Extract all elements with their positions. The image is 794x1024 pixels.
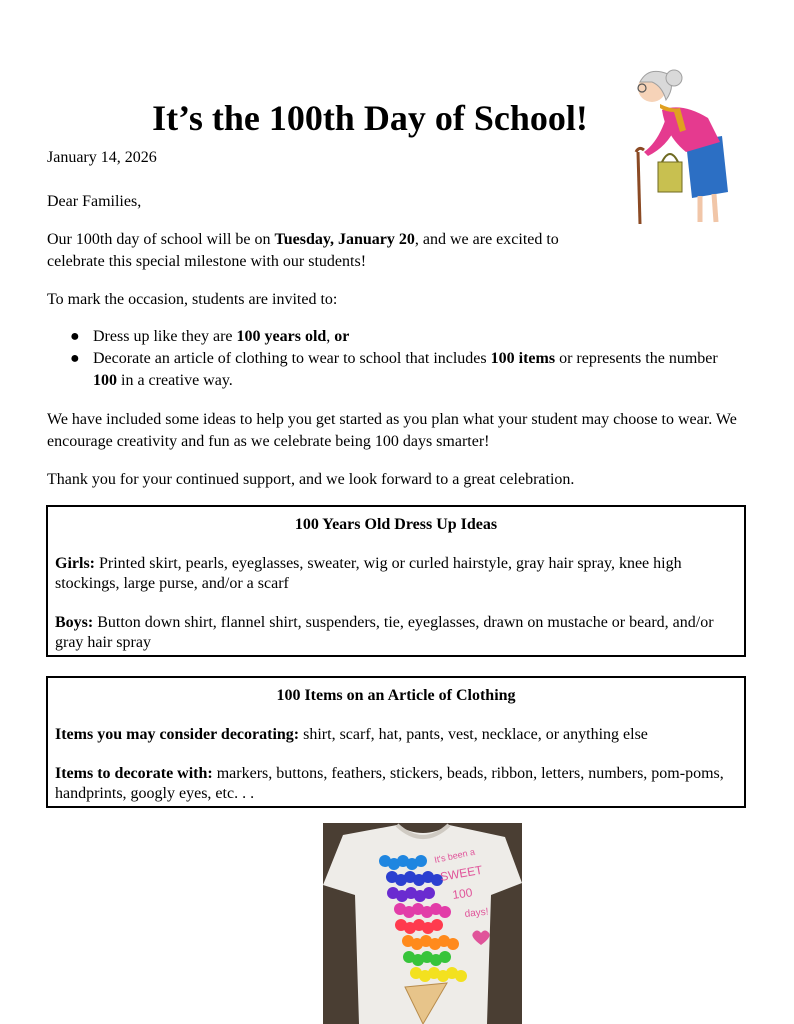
options-list	[47, 326, 727, 392]
shirt-photo	[323, 823, 522, 1024]
list-item: ● Decorate an article of clothing to wear to school that includes 100 items or represents the number 100 in a creative way.	[70, 350, 718, 389]
grandma-illustration	[622, 66, 734, 226]
dress-up-ideas-box	[46, 505, 746, 657]
box-title: 100 Items on an Article of Clothing	[276, 687, 516, 704]
letter-date: January 14, 2026	[47, 149, 157, 166]
clothing-items-box	[46, 676, 746, 808]
pompom	[439, 951, 451, 963]
intro-paragraph: Our 100th day of school will be on Tuesday, January 20, and we are excited to celebrate this special milestone with our students!	[47, 231, 559, 270]
greeting: Dear Families,	[47, 193, 142, 210]
girls-ideas: Girls: Printed skirt, pearls, eyeglasses, sweater, wig or curled hairstyle, gray hair spray, knee high stockings, large purse, and/or a scarf	[55, 555, 682, 592]
cane-handle	[636, 148, 644, 152]
shirt-text: SWEET	[439, 862, 484, 884]
items-to-consider: Items you may consider decorating: shirt, scarf, hat, pants, vest, necklace, or anything else	[55, 726, 648, 743]
shirt-text: It's been a	[433, 846, 476, 865]
invite-paragraph: To mark the occasion, students are invited to:	[47, 291, 338, 308]
purse-strap	[662, 154, 678, 162]
pompom	[415, 855, 427, 867]
event-date: Tuesday, January 20	[274, 231, 415, 248]
pompom	[431, 919, 443, 931]
boys-ideas: Boys: Button down shirt, flannel shirt, suspenders, tie, eyeglasses, drawn on mustache or beard, and/or gray hair spray	[55, 614, 714, 651]
list-item: ● Dress up like they are 100 years old, or	[70, 328, 350, 345]
shirt-text: 100	[451, 885, 474, 902]
pompom	[447, 938, 459, 950]
shirt-text: days!	[464, 906, 490, 920]
purse	[658, 162, 682, 192]
pompom	[423, 887, 435, 899]
thanks-paragraph: Thank you for your continued support, and we look forward to a great celebration.	[47, 471, 575, 488]
arm	[644, 118, 676, 156]
ideas-paragraph: We have included some ideas to help you get started as you plan what your student may choose to wear. We encourage creativity and fun as we celebrate being 100 days smarter!	[47, 411, 737, 450]
hair-bun	[666, 70, 682, 86]
items-to-decorate-with: Items to decorate with: markers, buttons, feathers, stickers, beads, ribbon, letters, numbers, pom-poms, handprints, googly eyes, etc. . .	[55, 765, 724, 802]
box-title: 100 Years Old Dress Up Ideas	[294, 516, 498, 533]
pompom	[439, 906, 451, 918]
pompom	[455, 970, 467, 982]
page-title: It’s the 100th Day of School!	[152, 98, 588, 138]
cane	[638, 152, 640, 224]
leg-right	[714, 194, 716, 222]
